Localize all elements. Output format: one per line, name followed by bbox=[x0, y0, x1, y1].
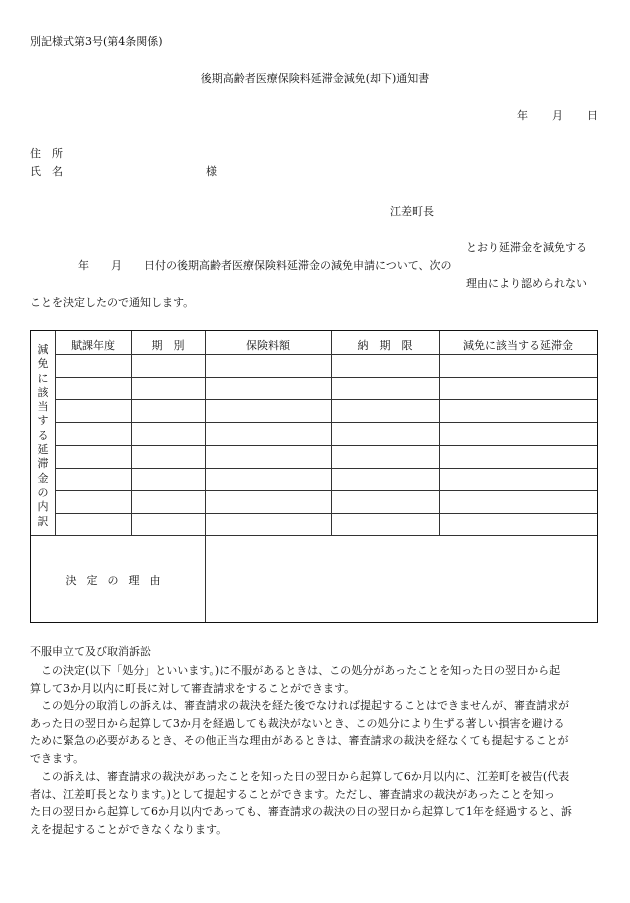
notice-line: ために緊急の必要があるとき、その他正当な理由があるときは、審査請求の裁決を経なくても提起することが bbox=[30, 734, 569, 748]
issuer-name: 江差町長 bbox=[390, 205, 434, 218]
document-title: 後期高齢者医療保険料延滞金減免(却下)通知書 bbox=[200, 72, 430, 85]
date-day: 日 bbox=[587, 109, 598, 122]
notice-paragraph-3 bbox=[30, 768, 600, 838]
decision-reason-label: 決定の理由 bbox=[65, 574, 171, 587]
address-label: 住 所 bbox=[30, 147, 63, 160]
side-label-char: 金 bbox=[37, 471, 49, 485]
side-label-char: 免 bbox=[37, 357, 49, 371]
table-vline bbox=[439, 331, 440, 535]
side-label-char: す bbox=[37, 414, 49, 428]
honorific: 様 bbox=[206, 165, 217, 178]
notice-line: た日の翌日から起算して6か月以内であっても、審査請求の裁決の日の翌日から起算して1年を経過すると、訴 bbox=[30, 805, 572, 819]
side-label-char: の bbox=[37, 485, 49, 499]
side-label-char: 減 bbox=[37, 343, 49, 356]
side-label-char: に bbox=[37, 371, 49, 385]
table-hline bbox=[55, 422, 597, 423]
table-vline bbox=[205, 535, 206, 622]
table-vline bbox=[331, 331, 332, 535]
header-period: 期 別 bbox=[151, 339, 185, 352]
header-premium-amount: 保険料額 bbox=[246, 339, 290, 352]
table-hline bbox=[55, 468, 597, 469]
side-label-char: 訳 bbox=[37, 514, 49, 528]
table-hline bbox=[55, 399, 597, 400]
breakdown-table bbox=[30, 330, 598, 623]
side-label-char: 延 bbox=[37, 443, 49, 457]
notice-line: この処分の取消しの訴えは、審査請求の裁決を経た後でなければ提起することはできませんが、審査請求が bbox=[30, 699, 569, 712]
notice-line: えを提起することができなくなります。 bbox=[30, 822, 228, 836]
side-label-char: 該 bbox=[37, 385, 49, 399]
notice-line: 算して3か月以内に町長に対して審査請求をすることができます。 bbox=[30, 681, 356, 695]
table-hline bbox=[55, 354, 597, 355]
table-vline bbox=[55, 331, 56, 535]
notice-line: この決定(以下「処分」といいます。)に不服があるときは、この処分があったことを知った日の翌日から起 bbox=[30, 664, 561, 677]
side-label-char: 当 bbox=[37, 400, 49, 414]
table-hline bbox=[55, 445, 597, 446]
table-hline bbox=[55, 377, 597, 378]
form-number: 別記様式第3号(第4条関係) bbox=[30, 35, 163, 48]
side-label-char: 滞 bbox=[37, 457, 49, 471]
name-label: 氏 名 bbox=[30, 165, 63, 178]
table-hline bbox=[31, 535, 597, 536]
body-main-line: 年 月 日付の後期高齢者医療保険料延滞金の減免申請について、次の bbox=[78, 259, 452, 272]
header-due-date: 納 期 限 bbox=[357, 339, 413, 352]
table-hline bbox=[55, 490, 597, 491]
table-hline bbox=[55, 513, 597, 514]
notice-line: 者は、江差町長となります。)として提起することができます。ただし、審査請求の裁決があったことを知っ bbox=[30, 787, 555, 801]
option-approve: とおり延滞金を減免する bbox=[466, 241, 587, 254]
table-vline bbox=[205, 331, 206, 535]
side-label-char: 内 bbox=[37, 500, 49, 514]
table-side-label bbox=[31, 343, 55, 529]
notice-line: あった日の翌日から起算して3か月を経過しても裁決がないとき、この処分により生ずる著しい損害を避ける bbox=[30, 716, 565, 730]
notice-title: 不服申立て及び取消訴訟 bbox=[30, 645, 151, 658]
side-label-char: る bbox=[37, 428, 49, 442]
notice-paragraph-2 bbox=[30, 697, 600, 767]
header-fiscal-year: 賦課年度 bbox=[71, 339, 115, 352]
notice-line: この訴えは、審査請求の裁決があったことを知った日の翌日から起算して6か月以内に、江差町を被告(代表 bbox=[30, 770, 570, 783]
date-year: 年 bbox=[517, 109, 528, 122]
header-exempt-delinquency: 減免に該当する延滞金 bbox=[463, 339, 573, 352]
table-vline bbox=[131, 331, 132, 535]
date-month: 月 bbox=[552, 109, 563, 122]
notice-line: できます。 bbox=[30, 751, 85, 765]
option-reject: 理由により認められない bbox=[466, 277, 587, 290]
notice-paragraph-1 bbox=[30, 662, 600, 697]
body-end-line: ことを決定したので通知します。 bbox=[30, 296, 195, 309]
